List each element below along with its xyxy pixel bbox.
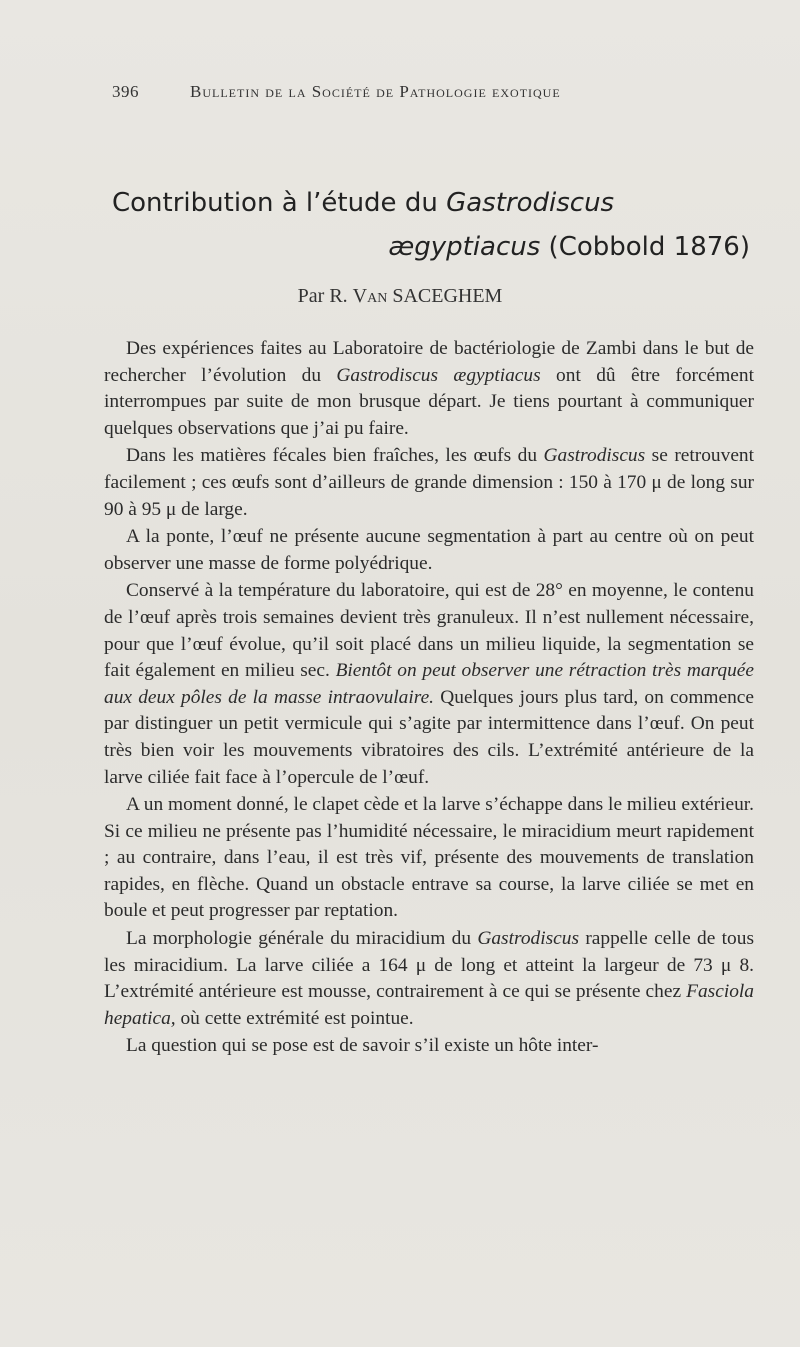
text-run: A un moment donné, le clapet cède et la larve s’échappe dans le milieu extérieur. Si ce milieu ne présente pas l’humidité nécessaire, le miracidium meurt rapidement ; au contraire, dans l’eau, il est très vif, présente des mouvements de translation rapides, en flèche. Quand un obstacle entrave sa course, la larve ciliée se met en boule et peut progresser par reptation. <box>104 794 754 922</box>
text-run: Quelques jours plus tard, on commence par distinguer un petit vermicule qui s’agite par intermittence dans l’œuf. On peut très bien voir les mouvements vibratoires des cils. L’extrémité antérieure de la larve ciliée fait face à l’opercule de l’œuf. <box>104 686 754 788</box>
text-run: Conservé à la température du laboratoire, qui est de 28° en moyenne, le contenu de l’œuf après trois semaines devient très granuleux. Il n’est nullement nécessaire, pour que l’œuf évolue, qu’il soit placé dans un milieu liquide, la segmentation se fait également en milieu sec. <box>104 580 754 682</box>
running-header <box>112 82 762 102</box>
article-title-line-2 <box>112 232 750 262</box>
italic-run: Gastrodiscus <box>543 445 646 467</box>
italic-run: Gastrodiscus ægyptiacus <box>336 364 541 386</box>
text-run: La question qui se pose est de savoir s’il existe un hôte inter- <box>126 1035 599 1057</box>
author-prefix: Par R. <box>297 285 353 307</box>
journal-title: Bulletin de la Société de Pathologie exotique <box>190 82 561 101</box>
title-authority: (Cobbold 1876) <box>540 232 750 262</box>
text-run: ont dû être forcément interrompues par suite de mon brusque départ. Je tiens pourtant à communiquer quelques observations que j’ai pu faire. <box>104 364 754 439</box>
article-title-line-1 <box>112 188 762 218</box>
paragraph-3 <box>104 524 754 577</box>
italic-run: Gastrodiscus <box>477 928 579 950</box>
page-number: 396 <box>112 82 139 101</box>
text-run: se retrouvent facilement ; ces œufs sont d’ailleurs de grande dimension : 150 à 170 μ de long sur 90 à 95 μ de large. <box>104 445 755 520</box>
title-species: ægyptiacus <box>388 232 541 262</box>
paragraph-2 <box>104 443 754 523</box>
paragraph-6 <box>104 926 754 1032</box>
text-run: où cette extrémité est pointue. <box>175 1007 414 1029</box>
author-byline <box>0 285 800 308</box>
italic-run: Fasciola hepatica, <box>104 981 754 1029</box>
paragraph-4 <box>104 578 754 791</box>
paragraph-1 <box>104 336 754 442</box>
text-run: Des expériences faites au Laboratoire de bactériologie de Zambi dans le but de rechercher l’évolution du <box>104 338 754 386</box>
paragraph-7 <box>104 1033 754 1060</box>
author-particle: Van <box>352 285 388 307</box>
title-prefix: Contribution à l’étude du <box>112 188 447 218</box>
title-genus: Gastrodiscus <box>446 188 615 218</box>
text-run: rappelle celle de tous les miracidium. La larve ciliée a 164 μ de long et atteint la largeur de 73 μ 8. L’extrémité antérieure est mousse, contrairement à ce qui se présente chez <box>104 928 754 1003</box>
text-run: Dans les matières fécales bien fraîches, les œufs du <box>126 445 544 467</box>
text-run: A la ponte, l’œuf ne présente aucune segmentation à part au centre où on peut observer une masse de forme polyédrique. <box>104 526 754 574</box>
paragraph-5 <box>104 792 754 925</box>
italic-run: Bientôt on peut observer une rétraction très marquée aux deux pôles de la masse intraovulaire. <box>104 660 754 708</box>
text-run: La morphologie générale du miracidium du <box>126 928 478 950</box>
author-surname: SACEGHEM <box>387 285 503 307</box>
article-body <box>104 336 754 1060</box>
